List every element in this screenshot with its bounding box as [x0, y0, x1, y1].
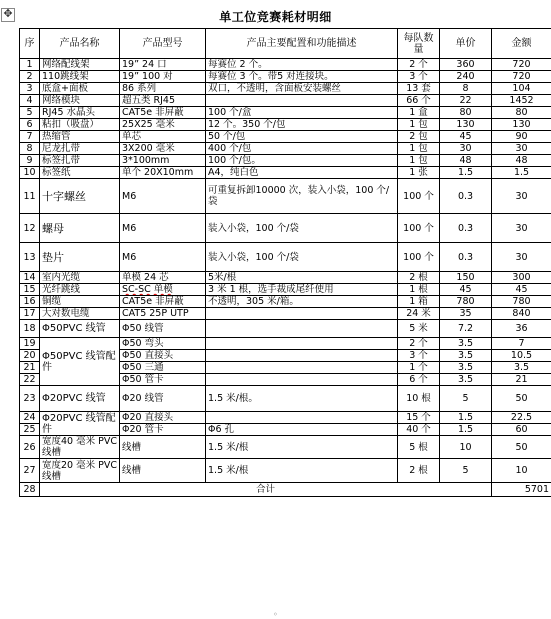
- cell-desc: [206, 412, 398, 424]
- table-row: [20, 436, 551, 459]
- cell-amount: 130: [492, 119, 551, 131]
- cell-desc: 1.5 米/根: [206, 459, 398, 483]
- cell-desc: [206, 362, 398, 374]
- cell-group-name: Φ50PVC 线管配件: [40, 338, 120, 386]
- cell-desc: [206, 374, 398, 386]
- cell-model: CAT5e 非屏蔽: [120, 107, 206, 119]
- cell-model: M6: [120, 243, 206, 272]
- cell-no: 20: [20, 350, 40, 362]
- cell-qty: 1 盒: [398, 107, 440, 119]
- cell-qty: 2 个: [398, 338, 440, 350]
- cell-amount: 1.5: [492, 167, 551, 179]
- cell-model: 3*100mm: [120, 155, 206, 167]
- cell-qty: 1 箱: [398, 296, 440, 308]
- cell-no: 28: [20, 483, 40, 497]
- cell-desc: 100 个/盒: [206, 107, 398, 119]
- cell-price: 3.5: [440, 338, 492, 350]
- cell-desc: 每赛位 2 个。: [206, 59, 398, 71]
- cell-name: 网络模块: [40, 95, 120, 107]
- cell-price: 780: [440, 296, 492, 308]
- total-amount: 5701: [492, 483, 551, 497]
- cell-model: Φ50 管卡: [120, 374, 206, 386]
- cell-amount: 1452: [492, 95, 551, 107]
- cell-price: 3.5: [440, 374, 492, 386]
- materials-table: [19, 28, 551, 497]
- cell-no: 14: [20, 272, 40, 284]
- cell-desc: 12 个。350 个/包: [206, 119, 398, 131]
- cell-price: 80: [440, 107, 492, 119]
- cell-name: 螺母: [40, 214, 120, 243]
- cell-qty: 100 个: [398, 243, 440, 272]
- cell-desc: A4，纯白色: [206, 167, 398, 179]
- table-row: [20, 214, 551, 243]
- cell-price: 22: [440, 95, 492, 107]
- table-move-handle-icon[interactable]: ✥: [1, 8, 15, 22]
- cell-name: 宽度40 毫米 PVC线槽: [40, 436, 120, 459]
- cell-model: M6: [120, 214, 206, 243]
- page-break-marker-icon: ◦: [273, 610, 278, 619]
- cell-desc: 每赛位 3 个。带5 对连接块。: [206, 71, 398, 83]
- cell-desc: [206, 350, 398, 362]
- cell-amount: 36: [492, 320, 551, 338]
- cell-price: 3.5: [440, 350, 492, 362]
- cell-name: 标签纸: [40, 167, 120, 179]
- cell-no: 9: [20, 155, 40, 167]
- table-row: [20, 308, 551, 320]
- cell-amount: 80: [492, 107, 551, 119]
- cell-price: 5: [440, 386, 492, 412]
- cell-price: 130: [440, 119, 492, 131]
- cell-no: 8: [20, 143, 40, 155]
- cell-no: 19: [20, 338, 40, 350]
- table-row: [20, 95, 551, 107]
- cell-model: 86 系列: [120, 83, 206, 95]
- cell-no: 2: [20, 71, 40, 83]
- cell-qty: 1 根: [398, 284, 440, 296]
- cell-desc: [206, 320, 398, 338]
- cell-model: Φ20 管卡: [120, 424, 206, 436]
- cell-name: 底盒+面板: [40, 83, 120, 95]
- cell-no: 3: [20, 83, 40, 95]
- cell-qty: 3 个: [398, 71, 440, 83]
- cell-amount: 45: [492, 284, 551, 296]
- cell-model: 线槽: [120, 459, 206, 483]
- cell-model: Φ20 线管: [120, 386, 206, 412]
- header-name: 产品名称: [40, 29, 120, 59]
- cell-model: Φ50 三通: [120, 362, 206, 374]
- cell-amount: 7: [492, 338, 551, 350]
- cell-desc: 400 个/包: [206, 143, 398, 155]
- cell-amount: 10: [492, 459, 551, 483]
- cell-model: CAT5e 非屏蔽: [120, 296, 206, 308]
- cell-qty: 2 根: [398, 272, 440, 284]
- table-row: [20, 338, 551, 350]
- table-row: [20, 71, 551, 83]
- cell-price: 1.5: [440, 412, 492, 424]
- cell-price: 150: [440, 272, 492, 284]
- table-row: [20, 459, 551, 483]
- header-model: 产品型号: [120, 29, 206, 59]
- table-row: [20, 386, 551, 412]
- cell-desc: 5米/根: [206, 272, 398, 284]
- cell-no: 22: [20, 374, 40, 386]
- table-row: [20, 320, 551, 338]
- cell-qty: 66 个: [398, 95, 440, 107]
- cell-name: 110跳线架: [40, 71, 120, 83]
- cell-amount: 50: [492, 386, 551, 412]
- cell-model: Φ20 直接头: [120, 412, 206, 424]
- cell-amount: 3.5: [492, 362, 551, 374]
- cell-qty: 5 根: [398, 436, 440, 459]
- cell-qty: 100 个: [398, 179, 440, 214]
- cell-price: 1.5: [440, 167, 492, 179]
- cell-amount: 50: [492, 436, 551, 459]
- cell-amount: 780: [492, 296, 551, 308]
- cell-group-name: Φ20PVC 线管: [40, 386, 120, 412]
- cell-amount: 30: [492, 243, 551, 272]
- cell-price: 45: [440, 284, 492, 296]
- cell-desc: Φ6 孔: [206, 424, 398, 436]
- cell-price: 3.5: [440, 362, 492, 374]
- cell-desc: [206, 95, 398, 107]
- table-row: [20, 131, 551, 143]
- cell-qty: 13 套: [398, 83, 440, 95]
- total-row: [20, 483, 551, 497]
- cell-amount: 60: [492, 424, 551, 436]
- cell-model: 线槽: [120, 436, 206, 459]
- cell-amount: 21: [492, 374, 551, 386]
- cell-name: 粘扣（吸盘）: [40, 119, 120, 131]
- cell-price: 0.3: [440, 214, 492, 243]
- cell-amount: 48: [492, 155, 551, 167]
- cell-qty: 3 个: [398, 350, 440, 362]
- cell-model: 单模 24 芯: [120, 272, 206, 284]
- cell-model: 单芯: [120, 131, 206, 143]
- cell-price: 45: [440, 131, 492, 143]
- cell-name: 宽度20 毫米 PVC线槽: [40, 459, 120, 483]
- cell-desc: 可重复拆卸10000 次，装入小袋，100 个/袋: [206, 179, 398, 214]
- cell-name: 光纤跳线: [40, 284, 120, 296]
- cell-amount: 300: [492, 272, 551, 284]
- cell-model: Φ50 直接头: [120, 350, 206, 362]
- cell-name: 热缩管: [40, 131, 120, 143]
- cell-no: 10: [20, 167, 40, 179]
- cell-price: 7.2: [440, 320, 492, 338]
- cell-no: 5: [20, 107, 40, 119]
- table-row: [20, 143, 551, 155]
- cell-model: 19” 100 对: [120, 71, 206, 83]
- cell-no: 7: [20, 131, 40, 143]
- cell-amount: 104: [492, 83, 551, 95]
- cell-qty: 2 根: [398, 459, 440, 483]
- cell-price: 8: [440, 83, 492, 95]
- cell-qty: 6 个: [398, 374, 440, 386]
- cell-no: 24: [20, 412, 40, 424]
- cell-no: 17: [20, 308, 40, 320]
- cell-price: 0.3: [440, 243, 492, 272]
- cell-model: CAT5 25P UTP: [120, 308, 206, 320]
- cell-model: 单个 20X10mm: [120, 167, 206, 179]
- cell-model: Φ50 线管: [120, 320, 206, 338]
- cell-qty: 5 米: [398, 320, 440, 338]
- cell-no: 26: [20, 436, 40, 459]
- cell-desc: 双口，不透明，含面板安装螺丝: [206, 83, 398, 95]
- cell-price: 30: [440, 143, 492, 155]
- cell-desc: 1.5 米/根: [206, 436, 398, 459]
- cell-name: 垫片: [40, 243, 120, 272]
- cell-group-name: Φ50PVC 线管: [40, 320, 120, 338]
- cell-desc: 不透明，305 米/箱。: [206, 296, 398, 308]
- table-row: [20, 107, 551, 119]
- cell-desc: [206, 308, 398, 320]
- cell-no: 13: [20, 243, 40, 272]
- cell-qty: 40 个: [398, 424, 440, 436]
- cell-model: 3X200 毫米: [120, 143, 206, 155]
- cell-name: 标签扎带: [40, 155, 120, 167]
- cell-no: 27: [20, 459, 40, 483]
- cell-qty: 1 包: [398, 155, 440, 167]
- table-header-row: [20, 29, 551, 59]
- cell-no: 15: [20, 284, 40, 296]
- table-row: [20, 179, 551, 214]
- cell-name: RJ45 水晶头: [40, 107, 120, 119]
- cell-amount: 30: [492, 214, 551, 243]
- cell-name: 大对数电缆: [40, 308, 120, 320]
- cell-price: 360: [440, 59, 492, 71]
- cell-desc: [206, 338, 398, 350]
- document-title: 单工位竞赛耗材明细: [0, 8, 551, 25]
- table-row: [20, 83, 551, 95]
- table-row: [20, 155, 551, 167]
- cell-amount: 30: [492, 143, 551, 155]
- cell-price: 0.3: [440, 179, 492, 214]
- cell-name: 网络配线架: [40, 59, 120, 71]
- table-row: [20, 167, 551, 179]
- cell-qty: 15 个: [398, 412, 440, 424]
- cell-no: 11: [20, 179, 40, 214]
- table-row: [20, 243, 551, 272]
- cell-name: 尼龙扎带: [40, 143, 120, 155]
- cell-model: SC-SC 单模: [120, 284, 206, 296]
- cell-qty: 24 米: [398, 308, 440, 320]
- cell-desc: 装入小袋，100 个/袋: [206, 214, 398, 243]
- cell-amount: 10.5: [492, 350, 551, 362]
- cell-desc: 装入小袋，100 个/袋: [206, 243, 398, 272]
- table-row: [20, 284, 551, 296]
- cell-desc: 100 个/包。: [206, 155, 398, 167]
- cell-price: 5: [440, 459, 492, 483]
- cell-qty: 1 包: [398, 119, 440, 131]
- table-row: [20, 412, 551, 424]
- cell-model: M6: [120, 179, 206, 214]
- cell-no: 25: [20, 424, 40, 436]
- cell-no: 21: [20, 362, 40, 374]
- cell-no: 18: [20, 320, 40, 338]
- cell-price: 240: [440, 71, 492, 83]
- header-amount: 金额: [492, 29, 551, 59]
- cell-qty: 1 张: [398, 167, 440, 179]
- cell-desc: 50 个/包: [206, 131, 398, 143]
- cell-name: 十字螺丝: [40, 179, 120, 214]
- cell-amount: 720: [492, 71, 551, 83]
- cell-no: 23: [20, 386, 40, 412]
- cell-amount: 30: [492, 179, 551, 214]
- cell-qty: 2 包: [398, 131, 440, 143]
- cell-model: Φ50 弯头: [120, 338, 206, 350]
- cell-model: 25X25 毫米: [120, 119, 206, 131]
- total-label: 合计: [40, 483, 492, 497]
- header-desc: 产品主要配置和功能描述: [206, 29, 398, 59]
- cell-no: 6: [20, 119, 40, 131]
- cell-qty: 2 个: [398, 59, 440, 71]
- cell-no: 12: [20, 214, 40, 243]
- cell-qty: 1 包: [398, 143, 440, 155]
- cell-price: 10: [440, 436, 492, 459]
- cell-price: 35: [440, 308, 492, 320]
- header-qty: 每队数量: [398, 29, 440, 59]
- cell-price: 48: [440, 155, 492, 167]
- cell-price: 1.5: [440, 424, 492, 436]
- table-row: [20, 272, 551, 284]
- table-row: [20, 296, 551, 308]
- cell-qty: 100 个: [398, 214, 440, 243]
- cell-amount: 22.5: [492, 412, 551, 424]
- cell-no: 4: [20, 95, 40, 107]
- cell-no: 16: [20, 296, 40, 308]
- header-price: 单价: [440, 29, 492, 59]
- table-row: [20, 119, 551, 131]
- header-no: 序: [20, 29, 40, 59]
- cell-qty: 1 个: [398, 362, 440, 374]
- table-row: [20, 59, 551, 71]
- cell-group-name: Φ20PVC 线管配件: [40, 412, 120, 436]
- cell-amount: 720: [492, 59, 551, 71]
- cell-amount: 840: [492, 308, 551, 320]
- cell-name: 铜缆: [40, 296, 120, 308]
- cell-desc: 3 米 1 根，选手裁成尾纤使用: [206, 284, 398, 296]
- cell-qty: 10 根: [398, 386, 440, 412]
- cell-name: 室内光缆: [40, 272, 120, 284]
- cell-amount: 90: [492, 131, 551, 143]
- cell-model: 超五类 RJ45: [120, 95, 206, 107]
- cell-model: 19” 24 口: [120, 59, 206, 71]
- cell-no: 1: [20, 59, 40, 71]
- cell-desc: 1.5 米/根。: [206, 386, 398, 412]
